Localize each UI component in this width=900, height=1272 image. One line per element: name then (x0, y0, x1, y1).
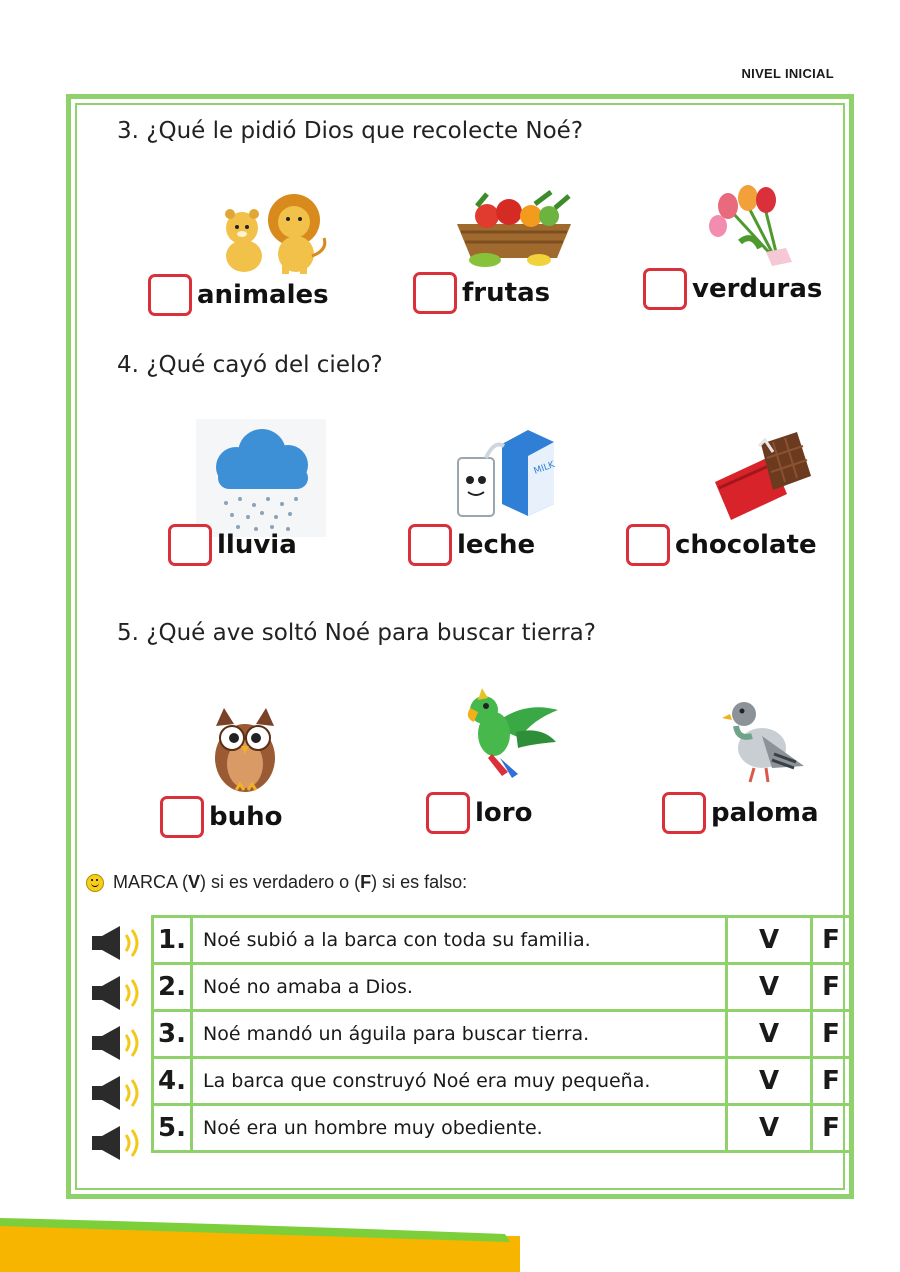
option-frutas (413, 272, 550, 314)
milk-icon (454, 420, 558, 520)
option-label: frutas (462, 278, 551, 308)
milk-carton-text: MILK (532, 460, 557, 477)
checkbox-chocolate[interactable] (626, 524, 670, 566)
checkbox-verduras[interactable] (643, 268, 687, 310)
false-option[interactable]: F (812, 1058, 851, 1105)
true-option[interactable]: V (727, 964, 812, 1011)
option-label: loro (475, 798, 533, 828)
option-label: animales (197, 280, 329, 310)
false-option[interactable]: F (812, 917, 851, 964)
option-label: buho (209, 802, 283, 832)
row-number: 1. (153, 917, 192, 964)
statement: La barca que construyó Noé era muy pequeña. (192, 1058, 727, 1105)
question-5-title: 5. ¿Qué ave soltó Noé para buscar tierra? (117, 620, 596, 646)
speaker-icon[interactable] (90, 1075, 148, 1111)
true-false-table (151, 915, 852, 1153)
option-label: leche (457, 530, 536, 560)
row-number: 5. (153, 1105, 192, 1152)
table-row (153, 1058, 851, 1105)
smiley-icon (86, 874, 104, 892)
option-label: verduras (692, 274, 823, 304)
parrot-icon (462, 686, 560, 780)
table-row (153, 964, 851, 1011)
lion-icon (212, 190, 332, 276)
flower-bouquet-icon (702, 182, 806, 270)
false-option[interactable]: F (812, 964, 851, 1011)
option-paloma (662, 792, 819, 834)
speaker-icon[interactable] (90, 975, 148, 1011)
fruit-basket-icon (447, 188, 581, 268)
rain-cloud-icon (196, 419, 326, 537)
row-number: 3. (153, 1011, 192, 1058)
checkbox-lluvia[interactable] (168, 524, 212, 566)
option-loro (426, 792, 532, 834)
true-option[interactable]: V (727, 1058, 812, 1105)
table-row (153, 917, 851, 964)
option-chocolate (626, 524, 817, 566)
option-label: chocolate (675, 530, 817, 560)
instruction-text: ) si es falso: (371, 872, 468, 892)
question-3-title: 3. ¿Qué le pidió Dios que recolecte Noé? (117, 118, 584, 144)
option-lluvia (168, 524, 297, 566)
table-row (153, 1011, 851, 1058)
statement: Noé mandó un águila para buscar tierra. (192, 1011, 727, 1058)
question-4-title: 4. ¿Qué cayó del cielo? (117, 352, 383, 378)
true-option[interactable]: V (727, 1105, 812, 1152)
false-option[interactable]: F (812, 1011, 851, 1058)
option-leche (408, 524, 535, 566)
true-option[interactable]: V (727, 917, 812, 964)
speaker-icon[interactable] (90, 925, 148, 961)
option-label: lluvia (217, 530, 297, 560)
option-verduras (643, 268, 822, 310)
owl-icon (206, 702, 284, 794)
statement: Noé no amaba a Dios. (192, 964, 727, 1011)
true-option[interactable]: V (727, 1011, 812, 1058)
option-label: paloma (711, 798, 819, 828)
checkbox-leche[interactable] (408, 524, 452, 566)
checkbox-frutas[interactable] (413, 272, 457, 314)
tf-instruction (86, 872, 467, 893)
checkbox-loro[interactable] (426, 792, 470, 834)
instruction-text: MARCA ( (113, 872, 189, 892)
level-label: NIVEL INICIAL (741, 66, 834, 81)
chocolate-bar-icon (711, 432, 811, 522)
decorative-bottom-band (0, 1212, 560, 1272)
speaker-icon[interactable] (90, 1125, 148, 1161)
row-number: 2. (153, 964, 192, 1011)
checkbox-paloma[interactable] (662, 792, 706, 834)
speaker-icon[interactable] (90, 1025, 148, 1061)
row-number: 4. (153, 1058, 192, 1105)
checkbox-animales[interactable] (148, 274, 192, 316)
checkbox-buho[interactable] (160, 796, 204, 838)
false-option[interactable]: F (812, 1105, 851, 1152)
statement: Noé subió a la barca con toda su familia. (192, 917, 727, 964)
option-animales (148, 274, 329, 316)
option-buho (160, 796, 283, 838)
instruction-text: ) si es verdadero o ( (200, 872, 361, 892)
instruction-f: F (360, 872, 372, 892)
pigeon-icon (722, 696, 806, 786)
instruction-v: V (188, 872, 201, 892)
statement: Noé era un hombre muy obediente. (192, 1105, 727, 1152)
table-row (153, 1105, 851, 1152)
